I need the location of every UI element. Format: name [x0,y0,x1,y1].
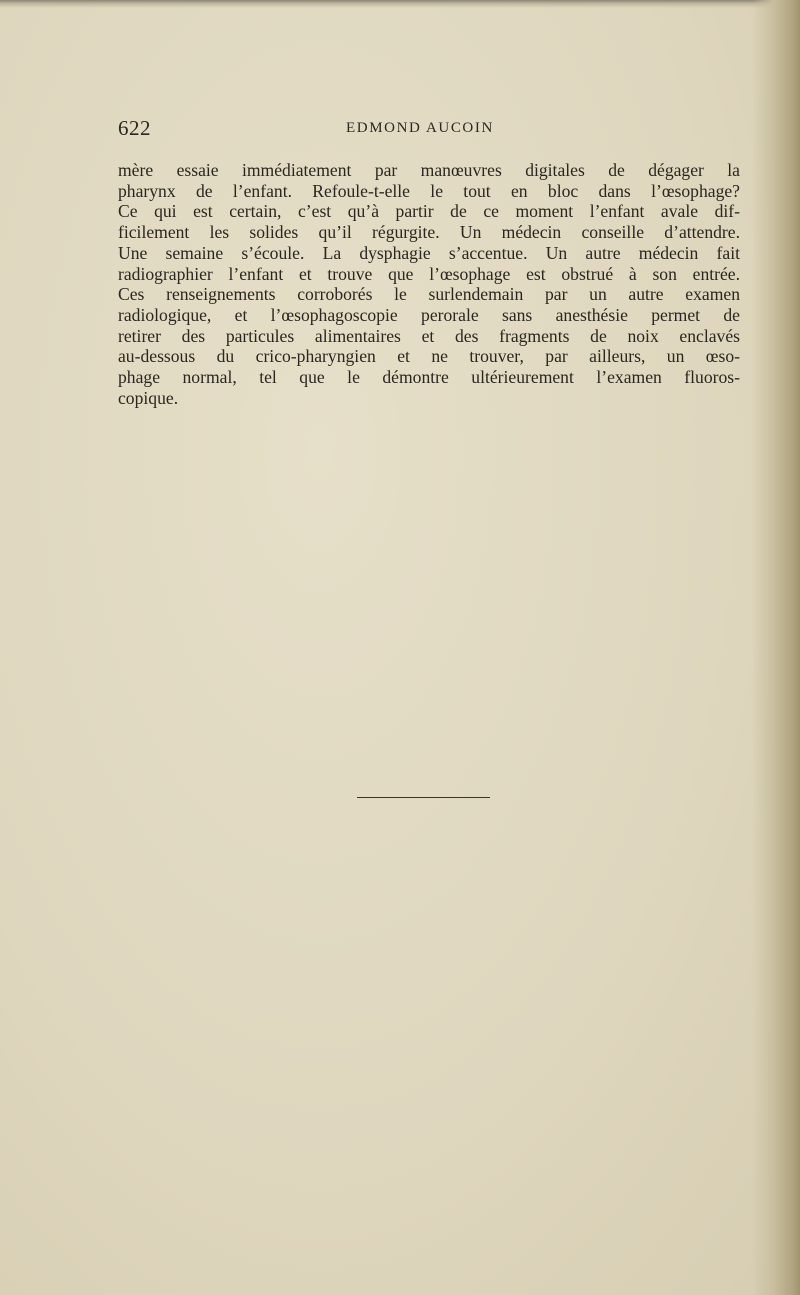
text-line: au-dessous du crico-pharyngien et ne trouver, par ailleurs, un œso- [118,346,740,367]
running-head: EDMOND AUCOIN [346,120,494,136]
text-line: radiologique, et l’œsophagoscopie perorale sans anesthésie permet de [118,304,740,325]
text-line: phage normal, tel que le démontre ultérieurement l’examen fluoros- [118,367,740,388]
text-line: ficilement les solides qu’il régurgite. Un médecin conseille d’attendre. [118,222,740,243]
text-line: pharynx de l’enfant. Refoule-t-elle le tout en bloc dans l’œsophage? [118,180,740,201]
page-spine-shadow [752,0,800,1295]
text-line: Ces renseignements corroborés le surlendemain par un autre examen [118,284,740,305]
page-top-edge [0,0,800,8]
section-divider-rule [357,797,490,798]
text-line: radiographier l’enfant et trouve que l’œsophage est obstrué à son entrée. [118,263,740,284]
text-line: Ce qui est certain, c’est qu’à partir de ce moment l’enfant avale dif- [118,201,740,222]
body-paragraph [118,160,740,408]
text-line: Une semaine s’écoule. La dysphagie s’accentue. Un autre médecin fait [118,242,740,263]
text-line: copique. [118,387,179,408]
page-header [118,116,738,146]
text-line: retirer des particules alimentaires et des fragments de noix enclavés [118,325,740,346]
page-number: 622 [118,116,151,140]
text-line: mère essaie immédiatement par manœuvres digitales de dégager la [118,160,740,180]
